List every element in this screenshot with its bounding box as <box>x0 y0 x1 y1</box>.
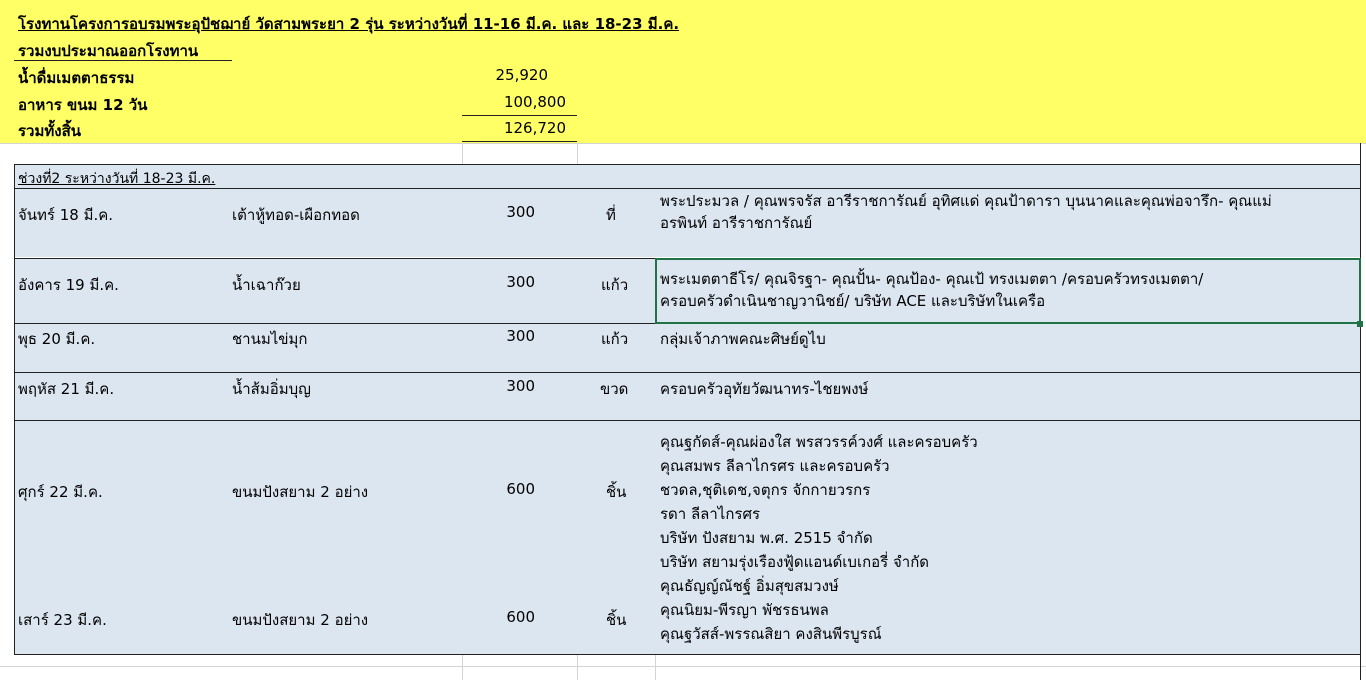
gridline <box>462 654 463 680</box>
table-border <box>14 654 1360 655</box>
fill-handle[interactable] <box>1357 321 1363 327</box>
day-cell[interactable]: พุธ 20 มี.ค. <box>18 330 96 348</box>
donor-line: รดา ลีลาไกรศร <box>660 505 761 523</box>
table-border <box>14 164 1360 165</box>
day-cell[interactable]: ศุกร์ 22 มี.ค. <box>18 483 103 501</box>
item-cell[interactable]: น้ำส้มอิ่มบุญ <box>232 380 311 398</box>
budget-label-food[interactable]: อาหาร ขนม 12 วัน <box>18 96 148 114</box>
day-cell[interactable]: พฤหัส 21 มี.ค. <box>18 380 115 398</box>
item-cell[interactable]: น้ำเฉาก๊วย <box>232 276 301 294</box>
donor-line: บริษัท สยามรุ่งเรืองฟู้ดแอนด์เบเกอรี่ จำกัด <box>660 553 930 571</box>
gridline <box>577 654 578 680</box>
qty-cell[interactable]: 300 <box>506 203 535 221</box>
donor-cell[interactable] <box>660 550 929 646</box>
budget-heading-underline <box>14 60 232 61</box>
gridline <box>655 654 656 680</box>
donor-line: คุณธัญญ์ณัชฐ์ อิ่มสุขสมวงษ์ <box>660 577 839 595</box>
total-underline <box>462 141 577 142</box>
gridline <box>0 143 1366 144</box>
donor-line: พระประมวล / คุณพรจรัส อารีราชการัณย์ อุทิศแด่ คุณป้าดารา บุนนาคและคุณพ่อจารึก- คุณแม่ <box>660 192 1272 210</box>
table-border <box>14 164 15 654</box>
gridline <box>0 666 1366 667</box>
item-cell[interactable]: เต้าหู้ทอด-เผือกทอด <box>232 206 360 224</box>
qty-cell[interactable]: 300 <box>506 377 535 395</box>
donor-line: พระเมตตาธีโร/ คุณจิรฐา- คุณปั้น- คุณป้อง- คุณเป้ ทรงเมตตา /ครอบครัวทรงเมตตา/ <box>660 270 1204 288</box>
table-border <box>14 188 1360 189</box>
donor-line: คุณสมพร ลีลาไกรศร และครอบครัว <box>660 457 890 475</box>
donor-line: คุณฐกัดส์-คุณผ่องใส พรสวรรค์วงศ์ และครอบครัว <box>660 433 978 451</box>
unit-cell[interactable]: แก้ว <box>601 330 629 348</box>
donor-line: ครอบครัวดำเนินชาญวานิชย์/ บริษัท ACE และบริษัทในเครือ <box>660 292 1046 310</box>
table-border <box>14 372 1360 373</box>
donor-cell[interactable]: กลุ่มเจ้าภาพคณะศิษย์ดูไบ <box>660 330 826 348</box>
budget-amount-total[interactable]: 126,720 <box>503 119 566 137</box>
day-cell[interactable]: จันทร์ 18 มี.ค. <box>18 206 114 224</box>
donor-line: อรพินท์ อารีราชการัณย์ <box>660 214 813 232</box>
donor-line: บริษัท ปังสยาม พ.ศ. 2515 จำกัด <box>660 529 873 547</box>
gridline <box>462 143 463 165</box>
donor-cell[interactable]: ครอบครัวอุทัยวัฒนาทร-ไชยพงษ์ <box>660 380 869 398</box>
donor-cell[interactable] <box>660 430 978 550</box>
page-title[interactable]: โรงทานโครงการอบรมพระอุปัชฌาย์ วัดสามพระยา 2 รุ่น ระหว่างวันที่ 11-16 มี.ค. และ 18-23 มี.ค. <box>18 15 680 33</box>
table-border <box>1360 143 1361 680</box>
budget-amount-water[interactable]: 25,920 <box>495 66 548 84</box>
budget-label-water[interactable]: น้ำดื่มเมตตาธรรม <box>18 69 135 87</box>
qty-cell[interactable]: 300 <box>506 327 535 345</box>
sum-underline <box>462 115 577 116</box>
donor-cell[interactable] <box>660 190 1272 234</box>
budget-label-total[interactable]: รวมทั้งสิ้น <box>18 122 81 140</box>
budget-amount-food[interactable]: 100,800 <box>503 93 566 111</box>
day-cell[interactable]: เสาร์ 23 มี.ค. <box>18 611 107 629</box>
donor-cell[interactable] <box>660 268 1203 312</box>
table-border <box>14 420 1360 421</box>
item-cell[interactable]: ขนมปังสยาม 2 อย่าง <box>232 611 369 629</box>
day-cell[interactable]: อังคาร 19 มี.ค. <box>18 276 119 294</box>
gridline <box>577 143 578 165</box>
section-title[interactable]: ช่วงที่2 ระหว่างวันที่ 18-23 มี.ค. <box>18 171 216 187</box>
qty-cell[interactable]: 600 <box>506 608 535 626</box>
unit-cell[interactable]: ขวด <box>600 380 629 398</box>
unit-cell[interactable]: ที่ <box>606 206 616 224</box>
unit-cell[interactable]: ชิ้น <box>606 611 627 629</box>
donor-line: ชวดล,ชุติเดช,จตุกร จักกายวรกร <box>660 481 871 499</box>
item-cell[interactable]: ขนมปังสยาม 2 อย่าง <box>232 483 369 501</box>
unit-cell[interactable]: แก้ว <box>601 276 629 294</box>
donor-line: คุณนิยม-พีรญา พัชรธนพล <box>660 601 829 619</box>
donor-line: คุณฐวัสส์-พรรณสิยา คงสินพีรบูรณ์ <box>660 625 882 643</box>
budget-heading[interactable]: รวมงบประมาณออกโรงทาน <box>18 42 199 60</box>
qty-cell[interactable]: 600 <box>506 480 535 498</box>
unit-cell[interactable]: ชิ้น <box>606 483 627 501</box>
item-cell[interactable]: ชานมไข่มุก <box>232 330 308 348</box>
qty-cell[interactable]: 300 <box>506 273 535 291</box>
